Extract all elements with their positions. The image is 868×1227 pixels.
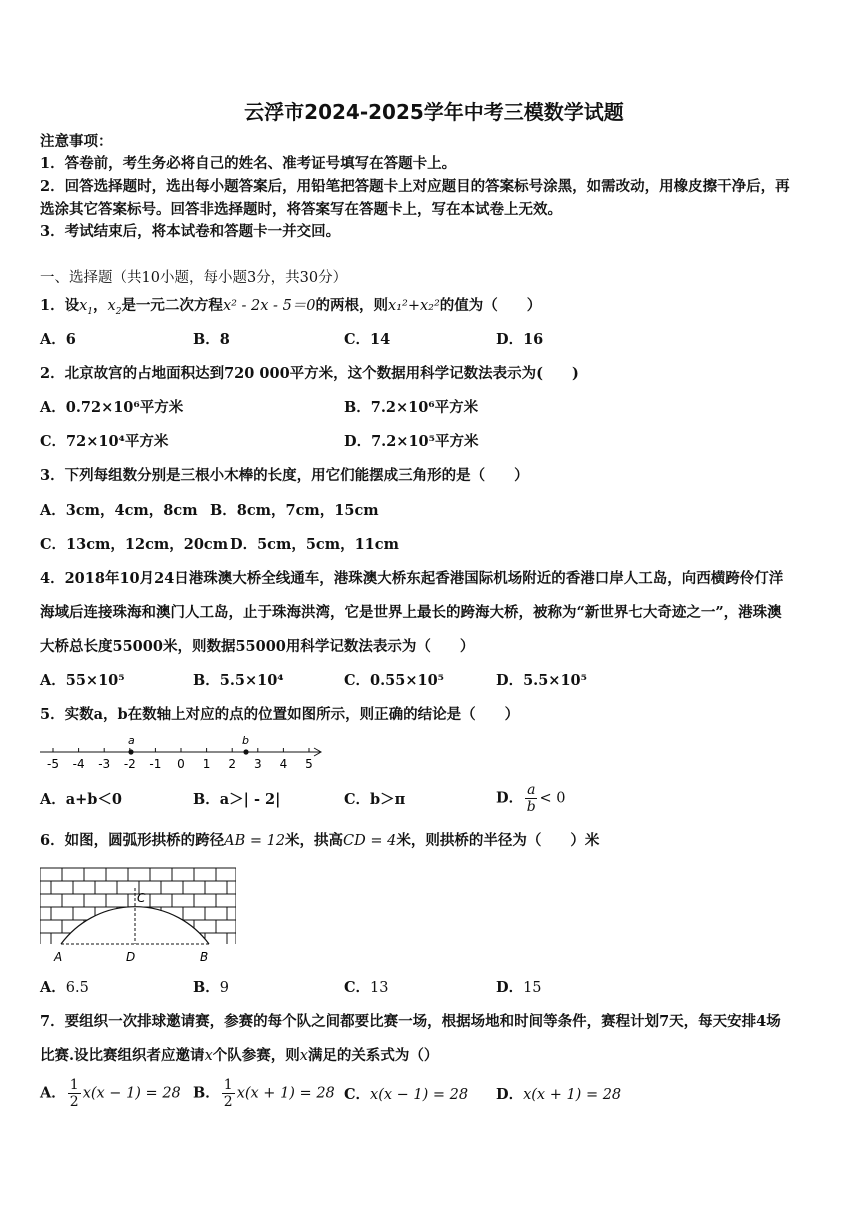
q1-stem: 1．设$x_1$，$x_2$是一元二次方程x² - 2x - 5＝0的两根，则x₁²+x₂²的值为（ ） bbox=[40, 297, 542, 317]
q7-b-fraction: $\frac{1}{2}$ bbox=[223, 1077, 233, 1110]
q4-stem-line-3: 大桥总长度55000米，则数据55000用科学记数法表示为（ ） bbox=[40, 638, 475, 655]
q6-option-b: B．9 bbox=[193, 979, 229, 996]
q2-option-c: C．72×10⁴平方米 bbox=[40, 433, 169, 450]
q3-option-a: A．3cm，4cm，8cm bbox=[40, 502, 198, 519]
axis-tick-label: -1 bbox=[149, 757, 162, 771]
notice-item-2: 2．回答选择题时，选出每小题答案后，用铅笔把答题卡上对应题目的答案标号涂黑，如需改动，用橡皮擦干净后，再 bbox=[40, 178, 790, 195]
q2-option-b: B．7.2×10⁶平方米 bbox=[344, 399, 479, 416]
q4-option-a: A．55×10⁵ bbox=[40, 672, 125, 689]
axis-tick-label: 1 bbox=[202, 757, 211, 771]
q6-stem: 6．如图，圆弧形拱桥的跨径AB = 12米，拱高CD = 4米，则拱桥的半径为（ ）米 bbox=[40, 832, 600, 849]
axis-tick-label: -3 bbox=[98, 757, 111, 771]
q6-option-d: D．15 bbox=[496, 979, 542, 996]
q1-option-a: A．6 bbox=[40, 331, 76, 348]
q7-stem-line-1: 7．要组织一次排球邀请赛，参赛的每个队之间都要比赛一场，根据场地和时间等条件，赛程计划7天，每天安排4场 bbox=[40, 1013, 781, 1030]
q4-stem-line-2: 海域后连接珠海和澳门人工岛，止于珠海洪湾，它是世界上最长的跨海大桥，被称为“新世界七大奇迹之一”，港珠澳 bbox=[40, 604, 782, 621]
q7-a-fraction: $\frac{1}{2}$ bbox=[69, 1077, 79, 1110]
q7-option-a: A． $\frac{1}{2}$ x(x − 1) = 28 bbox=[40, 1077, 181, 1110]
axis-tick-label: 2 bbox=[228, 757, 237, 771]
q5-stem: 5．实数a，b在数轴上对应的点的位置如图所示，则正确的结论是（ ） bbox=[40, 706, 520, 723]
q3-stem: 3．下列每组数分别是三根小木棒的长度，用它们能摆成三角形的是（ ） bbox=[40, 467, 529, 484]
q5-option-c: C．b＞π bbox=[344, 791, 406, 808]
page-title: 云浮市2024-2025学年中考三模数学试题 bbox=[244, 100, 624, 124]
q1-option-b: B．8 bbox=[193, 331, 230, 348]
q5-option-a: A．a+b＜0 bbox=[40, 791, 123, 808]
number-line-figure bbox=[36, 732, 328, 774]
q6-option-c: C．13 bbox=[344, 979, 389, 996]
label-d: D bbox=[126, 950, 136, 964]
q5-optd-fraction: $\frac{a}{b}$ bbox=[526, 782, 536, 815]
arch-bridge-figure bbox=[40, 864, 236, 968]
q2-option-a: A．0.72×10⁶平方米 bbox=[40, 399, 184, 416]
notice-item-3: 3．考试结束后，将本试卷和答题卡一并交回。 bbox=[40, 223, 341, 240]
axis-tick-label: -2 bbox=[123, 757, 136, 771]
label-c: C bbox=[137, 891, 146, 905]
q4-option-d: D．5.5×10⁵ bbox=[496, 672, 587, 689]
label-a: A bbox=[54, 950, 63, 964]
axis-tick-label: 3 bbox=[253, 757, 262, 771]
q3-option-d: D．5cm，5cm，11cm bbox=[230, 536, 399, 553]
axis-tick-label: -4 bbox=[72, 757, 85, 771]
point-b-label: b bbox=[242, 734, 249, 747]
axis-tick-label: 4 bbox=[279, 757, 288, 771]
point-b bbox=[243, 749, 248, 754]
axis-tick-label: -5 bbox=[47, 757, 59, 771]
q2-stem: 2．北京故宫的占地面积达到720 000平方米，这个数据用科学记数法表示为( ) bbox=[40, 365, 579, 382]
section-heading: 一、选择题（共10小题，每小题3分，共30分） bbox=[40, 270, 348, 286]
q4-stem-line-1: 4．2018年10月24日港珠澳大桥全线通车，港珠澳大桥东起香港国际机场附近的香港口岸人工岛，向西横跨伶仃洋 bbox=[40, 570, 784, 587]
q4-option-c: C．0.55×10⁵ bbox=[344, 672, 445, 689]
axis-tick-label: 5 bbox=[305, 757, 313, 771]
notice-item-1: 1．答卷前，考生务必将自己的姓名、准考证号填写在答题卡上。 bbox=[40, 155, 457, 172]
q7-option-b: B． $\frac{1}{2}$ x(x + 1) = 28 bbox=[193, 1077, 335, 1110]
q4-option-b: B．5.5×10⁴ bbox=[193, 672, 284, 689]
q3-option-c: C．13cm，12cm，20cm bbox=[40, 536, 229, 553]
q5-option-b: B．a＞| - 2| bbox=[193, 791, 281, 808]
q6-option-a: A．6.5 bbox=[40, 979, 89, 996]
q7-option-c: C．x(x − 1) = 28 bbox=[344, 1086, 469, 1103]
q7-option-d: D．x(x + 1) = 28 bbox=[496, 1086, 622, 1103]
q3-option-b: B．8cm，7cm，15cm bbox=[210, 502, 379, 519]
point-a bbox=[128, 749, 133, 754]
q2-option-d: D．7.2×10⁵平方米 bbox=[344, 433, 479, 450]
q5-option-d: D． $\frac{a}{b}$ < 0 bbox=[496, 782, 566, 815]
q7-stem-line-2: 比赛.设比赛组织者应邀请x个队参赛，则x满足的关系式为（） bbox=[40, 1047, 439, 1064]
notice-heading: 注意事项： bbox=[40, 133, 113, 150]
q1-option-d: D．16 bbox=[496, 331, 544, 348]
label-b: B bbox=[200, 950, 209, 964]
q1-option-c: C．14 bbox=[344, 331, 391, 348]
axis-tick-label: 0 bbox=[177, 757, 185, 771]
point-a-label: a bbox=[128, 734, 135, 747]
notice-item-2-cont: 选涂其它答案标号。回答非选择题时，将答案写在答题卡上，写在本试卷上无效。 bbox=[40, 201, 562, 218]
